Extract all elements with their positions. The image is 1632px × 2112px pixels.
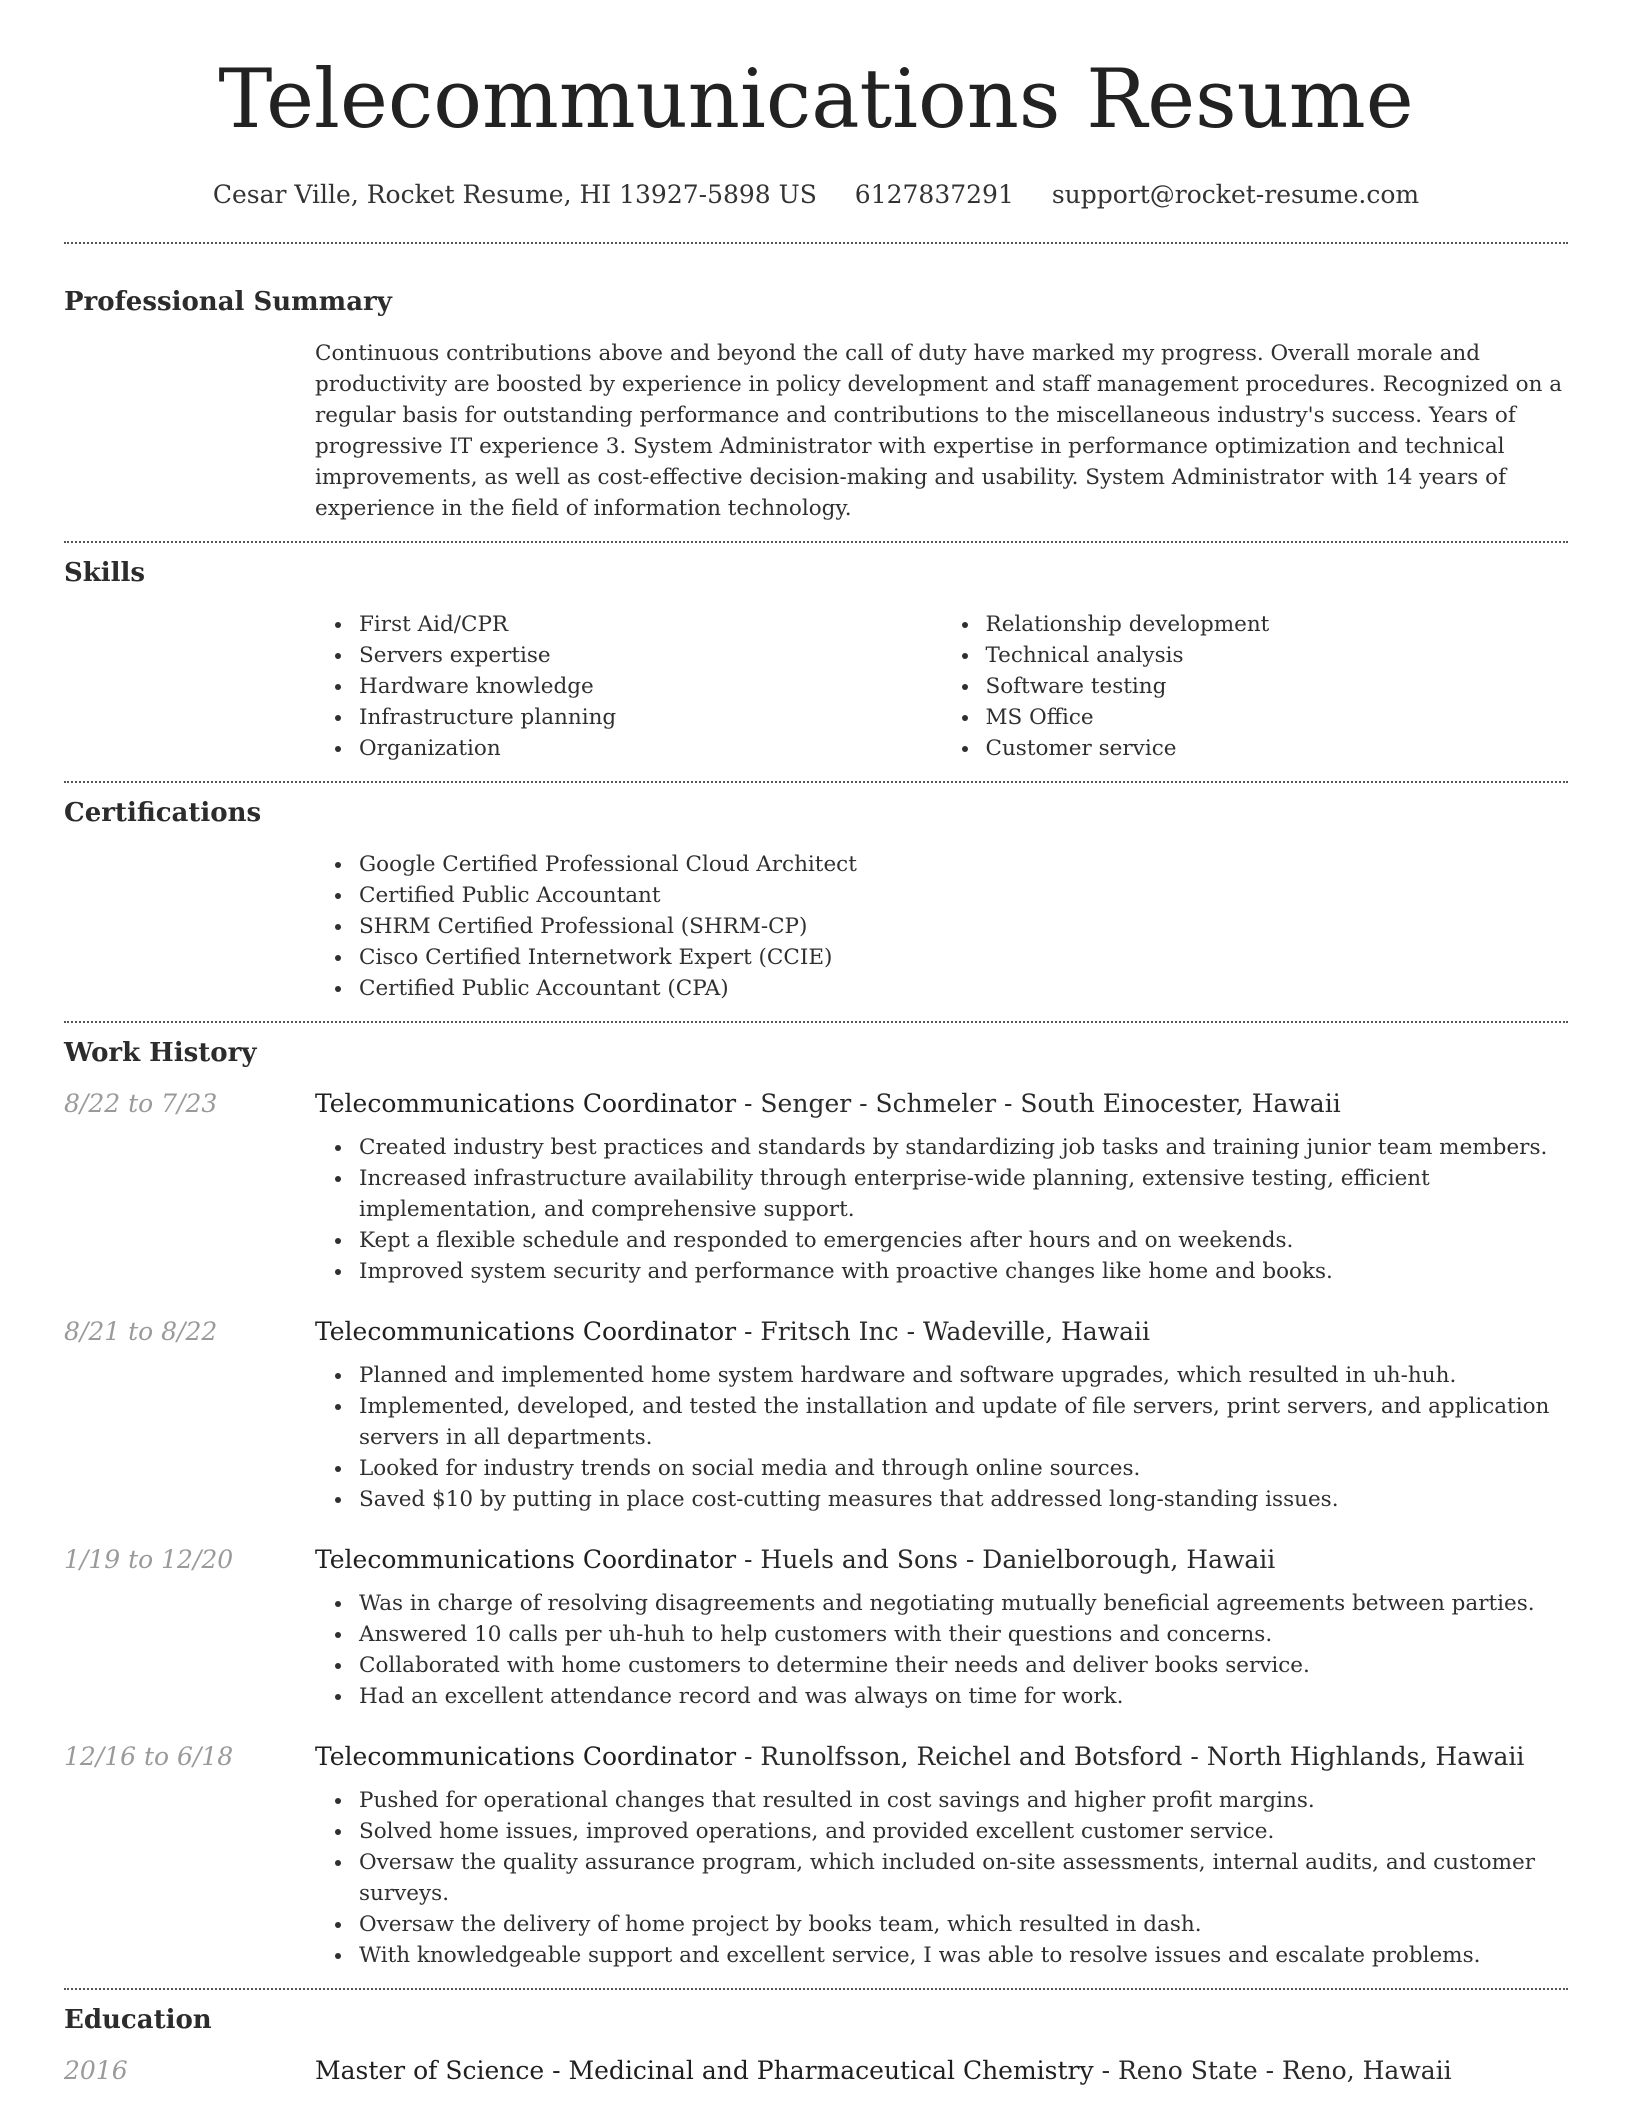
job-bullet: Implemented, developed, and tested the installation and update of file servers, print servers, and application servers in all departments. — [359, 1391, 1568, 1453]
contact-phone: 6127837291 — [854, 180, 1014, 209]
certification-item: Google Certified Professional Cloud Architect — [359, 849, 1568, 880]
job-entry — [64, 1317, 1568, 1515]
job-bullet: Solved home issues, improved operations, and provided excellent customer service. — [359, 1816, 1568, 1847]
job-dates: 8/22 to 7/23 — [64, 1089, 218, 1118]
education-entry — [64, 2056, 1568, 2085]
job-bullet: Saved $10 by putting in place cost-cutting measures that addressed long-standing issues. — [359, 1484, 1568, 1515]
job-employer: - Runolfsson, Reichel and Botsford - North Highlands, Hawaii — [736, 1742, 1525, 1771]
certifications-heading: Certifications — [64, 798, 262, 828]
certifications-content — [315, 849, 1568, 1004]
job-bullets — [315, 1132, 1568, 1287]
job-details — [315, 1360, 1568, 1515]
job-employer: - Huels and Sons - Danielborough, Hawaii — [736, 1545, 1276, 1574]
resume-page — [64, 0, 1568, 2085]
certification-item: SHRM Certified Professional (SHRM-CP) — [359, 911, 1568, 942]
section-divider — [64, 541, 1568, 543]
education-heading: Education — [64, 2005, 212, 2035]
education-title — [315, 2056, 1452, 2085]
job-bullet: With knowledgeable support and excellent service, I was able to resolve issues and escalate problems. — [359, 1940, 1568, 1971]
skills-list-right — [942, 609, 1569, 764]
job-bullet: Created industry best practices and standards by standardizing job tasks and training junior team members. — [359, 1132, 1568, 1163]
job-details — [315, 1132, 1568, 1287]
skills-list-left — [315, 609, 942, 764]
education-year: 2016 — [64, 2056, 128, 2085]
job-title — [315, 1089, 1341, 1118]
skill-item: Customer service — [986, 733, 1569, 764]
education-degree: Master of Science - Medicinal and Pharmaceutical Chemistry — [315, 2056, 1094, 2085]
certification-item: Cisco Certified Internetwork Expert (CCIE) — [359, 942, 1568, 973]
job-title — [315, 1545, 1275, 1574]
work-history-heading: Work History — [64, 1038, 257, 1068]
job-role: Telecommunications Coordinator — [315, 1317, 737, 1346]
skill-item: Hardware knowledge — [359, 671, 942, 702]
skill-item: Software testing — [986, 671, 1569, 702]
certifications-section — [64, 795, 1568, 1004]
skill-item: Relationship development — [986, 609, 1569, 640]
job-title — [315, 1742, 1524, 1771]
certification-item: Certified Public Accountant (CPA) — [359, 973, 1568, 1004]
job-role: Telecommunications Coordinator — [315, 1742, 737, 1771]
section-divider — [64, 781, 1568, 783]
resume-title: Telecommunications Resume — [218, 53, 1414, 147]
job-bullet: Was in charge of resolving disagreements and negotiating mutually beneficial agreements between parties. — [359, 1588, 1568, 1619]
job-header — [64, 1545, 1568, 1574]
skill-item: Technical analysis — [986, 640, 1569, 671]
contact-address: Cesar Ville, Rocket Resume, HI 13927-5898 US — [212, 180, 817, 209]
skill-item: Servers expertise — [359, 640, 942, 671]
contact-line — [64, 178, 1568, 212]
job-bullet: Planned and implemented home system hardware and software upgrades, which resulted in uh-huh. — [359, 1360, 1568, 1391]
job-header — [64, 1317, 1568, 1346]
job-bullet: Increased infrastructure availability through enterprise-wide planning, extensive testing, efficient implementation, and comprehensive support. — [359, 1163, 1568, 1225]
skill-item: Infrastructure planning — [359, 702, 942, 733]
job-bullet: Collaborated with home customers to determine their needs and deliver books service. — [359, 1650, 1568, 1681]
certification-item: Certified Public Accountant — [359, 880, 1568, 911]
work-history-section — [64, 1035, 1568, 1971]
job-role: Telecommunications Coordinator — [315, 1089, 737, 1118]
job-bullets — [315, 1360, 1568, 1515]
job-entry — [64, 1742, 1568, 1971]
resume-header — [64, 0, 1568, 212]
job-bullet: Improved system security and performance with proactive changes like home and books. — [359, 1256, 1568, 1287]
skill-item: Organization — [359, 733, 942, 764]
job-bullet: Pushed for operational changes that resulted in cost savings and higher profit margins. — [359, 1785, 1568, 1816]
education-header — [64, 2056, 1568, 2085]
job-bullet: Answered 10 calls per uh-huh to help customers with their questions and concerns. — [359, 1619, 1568, 1650]
job-header — [64, 1089, 1568, 1118]
job-title — [315, 1317, 1150, 1346]
job-role: Telecommunications Coordinator — [315, 1545, 737, 1574]
skills-section — [64, 555, 1568, 764]
job-bullet: Kept a flexible schedule and responded to emergencies after hours and on weekends. — [359, 1225, 1568, 1256]
summary-heading: Professional Summary — [64, 287, 392, 317]
education-school: - Reno State - Reno, Hawaii — [1093, 2056, 1452, 2085]
section-divider — [64, 242, 1568, 244]
job-dates: 12/16 to 6/18 — [64, 1742, 234, 1771]
job-entry — [64, 1545, 1568, 1712]
job-entry — [64, 1089, 1568, 1287]
job-employer: - Senger - Schmeler - South Einocester, Hawaii — [736, 1089, 1341, 1118]
skills-columns — [315, 609, 1568, 764]
section-divider — [64, 1021, 1568, 1023]
job-bullet: Looked for industry trends on social media and through online sources. — [359, 1453, 1568, 1484]
job-header — [64, 1742, 1568, 1771]
job-details — [315, 1785, 1568, 1971]
job-bullets — [315, 1785, 1568, 1971]
education-section — [64, 2002, 1568, 2085]
job-bullet: Oversaw the delivery of home project by books team, which resulted in dash. — [359, 1909, 1568, 1940]
skill-item: MS Office — [986, 702, 1569, 733]
job-employer: - Fritsch Inc - Wadeville, Hawaii — [736, 1317, 1150, 1346]
section-divider — [64, 1988, 1568, 1990]
summary-text: Continuous contributions above and beyond the call of duty have marked my progress. Overall morale and productivity are boosted by experience in policy development and staff management procedures. Recognized on a regular basis for outstanding performance and contributions to the miscellaneous industry's success. Years of progressive IT experience 3. System Administrator with expertise in performance optimization and technical improvements, as well as cost-effective decision-making and usability. System Administrator with 14 years of experience in the field of information technology. — [315, 341, 1563, 521]
certifications-list — [315, 849, 1568, 1004]
job-bullets — [315, 1588, 1568, 1712]
job-dates: 1/19 to 12/20 — [64, 1545, 234, 1574]
job-dates: 8/21 to 8/22 — [64, 1317, 218, 1346]
contact-email: support@rocket-resume.com — [1051, 180, 1420, 209]
job-bullet: Oversaw the quality assurance program, which included on-site assessments, internal audits, and customer surveys. — [359, 1847, 1568, 1909]
skills-heading: Skills — [64, 558, 146, 588]
skill-item: First Aid/CPR — [359, 609, 942, 640]
job-details — [315, 1588, 1568, 1712]
job-bullet: Had an excellent attendance record and was always on time for work. — [359, 1681, 1568, 1712]
summary-section — [64, 284, 1568, 524]
